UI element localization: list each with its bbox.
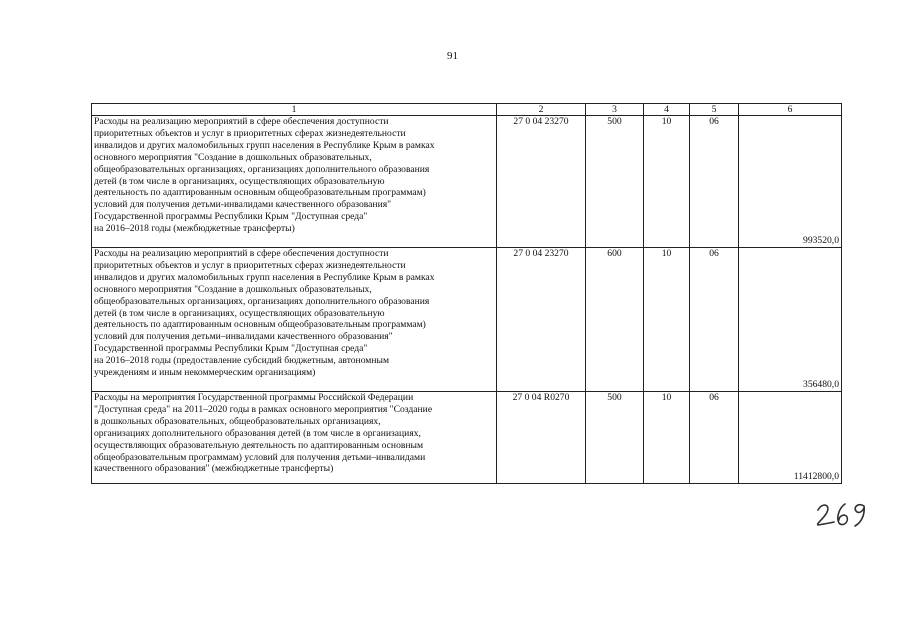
col4-cell: 10 [644,116,690,248]
col5-cell: 06 [690,248,739,392]
table-row [92,116,842,248]
header-row [92,104,842,116]
col3-cell: 500 [586,116,644,248]
header-cell: 6 [739,104,842,116]
header-cell: 4 [644,104,690,116]
code-cell: 27 0 04 23270 [497,116,586,248]
handwritten-page-mark [812,498,872,530]
col3-cell: 600 [586,248,644,392]
code-cell: 27 0 04 R0270 [497,392,586,484]
header-cell: 2 [497,104,586,116]
description-cell: Расходы на реализацию мероприятий в сфере обеспечения доступности приоритетных объектов и услуг в приоритетных сферах жизнедеятельности инвалидов и других маломобильных групп населения в Республике Крым в рамках основного мероприятия "Создание в дошкольных образовательных, общеобразовательных организациях, организациях дополнительного образования детей (в том числе в организациях, осуществляющих образовательную деятельность по адаптированным основным общеобразовательным программам) условий для получения детьми–инвалидами качественного образования" Государственной программы Республики Крым "Доступная среда" на 2016–2018 годы (предоставление субсидий бюджетным, автономным учреждениям и иным некоммерческим организациям) [92,248,497,392]
col5-cell: 06 [690,116,739,248]
col3-cell: 500 [586,392,644,484]
description-cell: Расходы на мероприятия Государственной программы Российской Федерации "Доступная среда" на 2011–2020 годы в рамках основного мероприятия "Создание в дошкольных образовательных, общеобразовательных организациях, организациях дополнительного образования детей (в том числе в организациях, осуществляющих образовательную деятельность по адаптированным основным общеобразовательным программам) условий для получения детьми–инвалидами качественного образования" (межбюджетные трансферты) [92,392,497,484]
code-cell: 27 0 04 23270 [497,248,586,392]
table-row [92,248,842,392]
page-number: 91 [447,50,458,62]
col4-cell: 10 [644,392,690,484]
header-cell: 3 [586,104,644,116]
budget-table [91,103,842,484]
table-row [92,392,842,484]
description-cell: Расходы на реализацию мероприятий в сфере обеспечения доступности приоритетных объектов и услуг в приоритетных сферах жизнедеятельности инвалидов и других маломобильных групп населения в Республике Крым в рамках основного мероприятия "Создание в дошкольных образовательных, общеобразовательных организациях, организациях дополнительного образования детей (в том числе в организациях, осуществляющих образовательную деятельность по адаптированным основным общеобразовательным программам) условий для получения детьми-инвалидами качественного образования" Государственной программы Республики Крым "Доступная среда" на 2016–2018 годы (межбюджетные трансферты) [92,116,497,248]
amount-cell: 11412800,0 [739,392,842,484]
col4-cell: 10 [644,248,690,392]
amount-cell: 993520,0 [739,116,842,248]
header-cell: 1 [92,104,497,116]
col5-cell: 06 [690,392,739,484]
amount-cell: 356480,0 [739,248,842,392]
header-cell: 5 [690,104,739,116]
